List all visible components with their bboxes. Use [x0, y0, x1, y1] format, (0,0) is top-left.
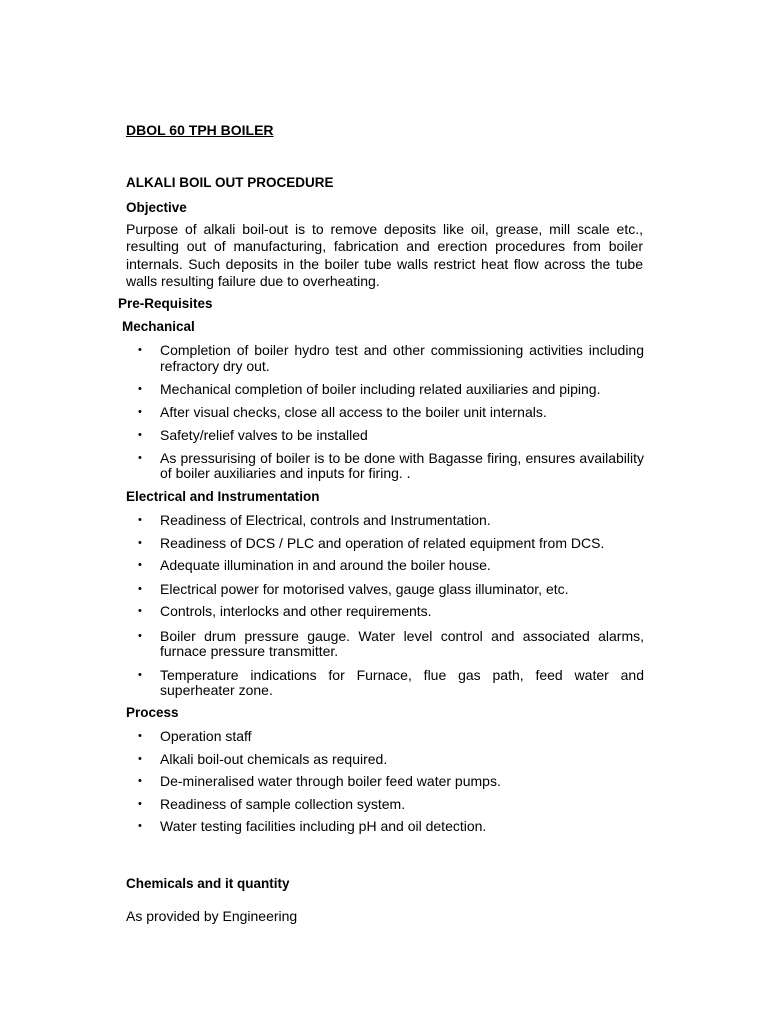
bullet-icon: • [138, 429, 142, 441]
list-item: • Operation staff [138, 728, 252, 744]
objective-text: Purpose of alkali boil-out is to remove deposits like oil, grease, mill scale etc., resulting out of manufacturing, fabrication and erection procedures from boiler internals. Such deposits in the boiler tube walls restrict heat flow across the tube walls resulting failure due to overheating. [126, 221, 643, 289]
bullet-icon: • [138, 629, 142, 642]
bullet-icon: • [138, 405, 142, 418]
prerequisites-heading: Pre-Requisites [118, 296, 213, 311]
chemicals-text: As provided by Engineering [126, 908, 298, 924]
bullet-icon: • [138, 451, 142, 464]
bullet-icon: • [138, 752, 142, 765]
bullet-icon: • [138, 820, 142, 832]
bullet-icon: • [138, 605, 142, 617]
procedure-heading: ALKALI BOIL OUT PROCEDURE [126, 175, 334, 190]
electrical-heading: Electrical and Instrumentation [126, 489, 320, 504]
list-item: • Mechanical completion of boiler including related auxiliaries and piping. [138, 381, 601, 397]
list-item: • Boiler drum pressure gauge. Water level control and associated alarms, furnace pressure transmitter. [138, 627, 644, 659]
bullet-icon: • [138, 536, 142, 549]
bullet-icon: • [138, 344, 142, 356]
list-item: • Readiness of DCS / PLC and operation of related equipment from DCS. [138, 534, 605, 551]
list-item: • As pressurising of boiler is to be done with Bagasse firing, ensures availability of boiler auxiliaries and inputs for firing. . [138, 449, 644, 481]
bullet-icon: • [138, 730, 142, 742]
process-heading: Process [126, 705, 179, 720]
bullet-icon: • [138, 383, 142, 395]
document-title: DBOL 60 TPH BOILER [126, 122, 274, 138]
list-item: • Readiness of sample collection system. [138, 795, 406, 812]
bullet-icon: • [138, 668, 142, 681]
mechanical-list [136, 343, 644, 482]
list-item: • Electrical power for motorised valves, gauge glass illuminator, etc. [138, 580, 569, 597]
list-item: • Controls, interlocks and other requirements. [138, 603, 432, 619]
bullet-icon: • [138, 775, 142, 787]
list-item: • Water testing facilities including pH and oil detection. [138, 818, 487, 834]
list-item: • Safety/relief valves to be installed [138, 427, 368, 443]
chemicals-heading: Chemicals and it quantity [126, 876, 290, 891]
electrical-list [136, 513, 644, 699]
bullet-icon: • [138, 797, 142, 810]
list-item: • After visual checks, close all access to the boiler unit internals. [138, 403, 547, 420]
process-list [136, 729, 644, 835]
bullet-icon: • [138, 514, 142, 526]
mechanical-heading: Mechanical [122, 319, 195, 334]
list-item: • Temperature indications for Furnace, flue gas path, feed water and superheater zone. [138, 666, 644, 698]
list-item: • Alkali boil-out chemicals as required. [138, 750, 388, 767]
list-item: • Adequate illumination in and around the boiler house. [138, 557, 491, 573]
bullet-icon: • [138, 582, 142, 595]
objective-heading: Objective [126, 200, 187, 215]
list-item: • De-mineralised water through boiler feed water pumps. [138, 773, 501, 789]
bullet-icon: • [138, 559, 142, 571]
list-item: • Readiness of Electrical, controls and Instrumentation. [138, 512, 491, 528]
list-item: • Completion of boiler hydro test and other commissioning activities including refractory dry out. [138, 342, 644, 374]
